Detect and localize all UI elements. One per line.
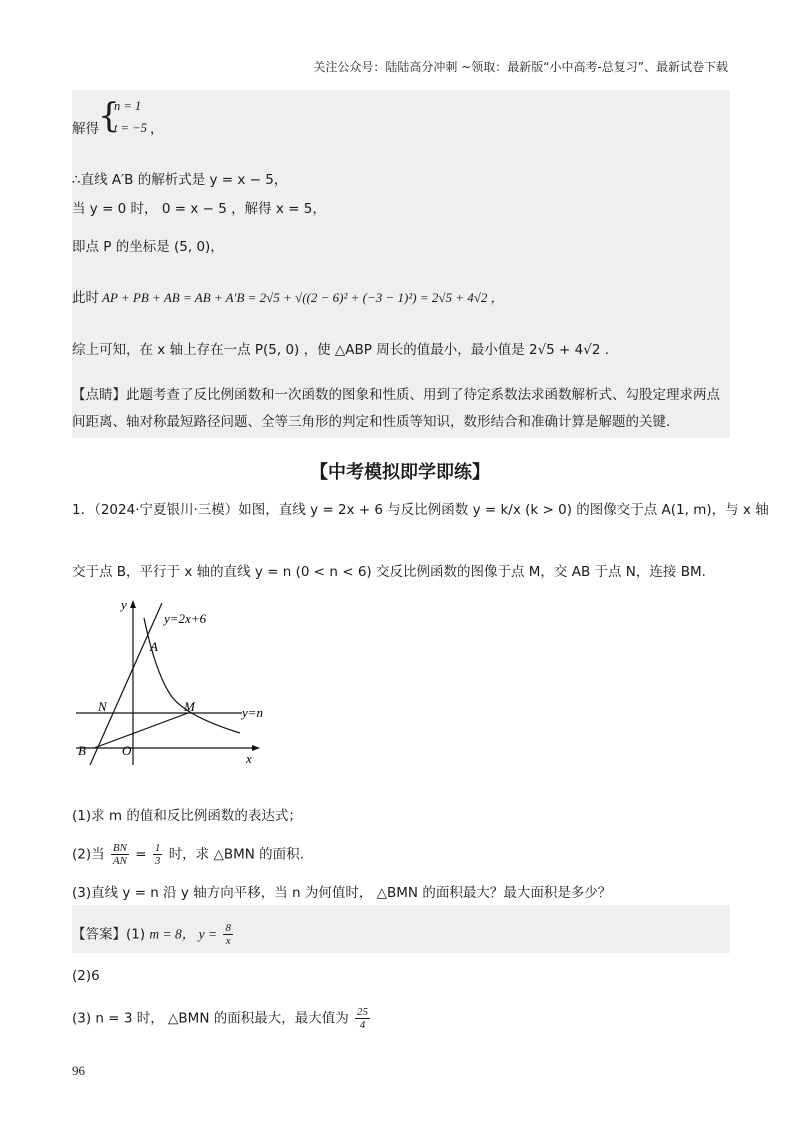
question-2 xyxy=(72,842,304,867)
answer-3-expression: n = 3 时， △BMN 的面积最大，最大值为 xyxy=(95,1010,349,1027)
ratio-denominator: AN xyxy=(112,855,127,867)
this-time-expression: AP + PB + AB = AB + A′B = 2√5 + √((2 − 6)² + (−3 − 1)²) = 2√5 + 4√2 ， xyxy=(102,290,504,305)
system-line-1: n = 1 xyxy=(114,99,142,113)
answer-1-denominator: x xyxy=(225,935,231,947)
answer-1-fraction xyxy=(223,922,233,947)
question-3: (3)直线 y = n 沿 y 轴方向平移，当 n 为何值时， △BMN 的面积最大？最大面积是多少？ xyxy=(72,885,612,901)
label-n: N xyxy=(98,699,107,714)
label-x: x xyxy=(246,751,252,766)
label-y-equals-n: y=n xyxy=(242,705,264,720)
page-number: 96 xyxy=(72,1063,85,1078)
answer-3-fraction xyxy=(355,1006,370,1031)
ratio-bn-an xyxy=(111,842,129,867)
label-y: y xyxy=(121,597,127,612)
answer-3-denominator: 4 xyxy=(359,1019,366,1031)
answer-1-expression: m = 8， y = xyxy=(149,926,218,942)
question-2-suffix: 时，求 △BMN 的面积. xyxy=(168,846,304,863)
line-ab-text: ∴直线 A′B 的解析式是 y = x − 5， xyxy=(72,172,288,188)
segment-bm xyxy=(94,713,188,748)
hyperbola-curve xyxy=(144,618,240,733)
when-y0-text: 当 y = 0 时， 0 = x − 5 ，解得 x = 5， xyxy=(72,201,326,217)
conclusion-text: 综上可知，在 x 轴上存在一点 P(5, 0) ，使 △ABP 周长的值最小，最小值是 2√5 + 4√2 . xyxy=(72,342,610,358)
ratio-numerator: BN xyxy=(112,842,127,854)
one-third-numerator: 1 xyxy=(154,842,161,854)
system-brace: { xyxy=(98,96,120,136)
page-header: 关注公众号：陆陆高分冲刺 ~领取：最新版“小中高考-总复习”、最新试卷下载 xyxy=(313,60,728,74)
label-line-equation: y=2x+6 xyxy=(164,611,207,626)
one-third-denominator: 3 xyxy=(154,855,161,867)
y-axis-arrow xyxy=(130,600,136,608)
answer-1-numerator: 8 xyxy=(225,922,231,934)
answer-1-prefix: 【答案】(1) xyxy=(72,926,146,943)
function-graph-figure xyxy=(70,593,270,773)
question-2-prefix: (2)当 xyxy=(72,846,105,863)
label-b: B xyxy=(78,743,86,758)
label-m: M xyxy=(184,699,195,714)
label-o: O xyxy=(122,743,132,758)
ratio-equals: = xyxy=(135,846,147,863)
answer-2: (2)6 xyxy=(72,968,100,984)
remark-text: 【点睛】此题考查了反比例函数和一次函数的图象和性质、用到了待定系数法求函数解析式、勾股定理求两点间距离、轴对称最短路径问题、全等三角形的判定和性质等知识，数形结合和准确计算是解题的关键. xyxy=(72,387,720,430)
this-time-label: 此时 xyxy=(72,290,99,306)
point-p-text: 即点 P 的坐标是 (5, 0)， xyxy=(72,239,224,255)
problem-line-1: 1．（2024·宁夏银川·三模）如图，直线 y = 2x + 6 与反比例函数 y = k/x (k > 0) 的图像交于点 A(1, m)，与 x 轴 xyxy=(72,502,769,518)
answer-3-numerator: 25 xyxy=(357,1006,369,1018)
system-line-2: t = −5 xyxy=(114,121,147,135)
answer-3-prefix: (3) xyxy=(72,1010,92,1027)
problem-line-2: 交于点 B，平行于 x 轴的直线 y = n (0 < n < 6) 交反比例函数的图像于点 M，交 AB 于点 N，连接 BM. xyxy=(72,564,706,580)
ratio-one-third xyxy=(153,842,163,867)
answer-3 xyxy=(72,1006,372,1031)
question-1: (1)求 m 的值和反比例函数的表达式； xyxy=(72,808,302,824)
solve-label: 解得 xyxy=(72,121,99,137)
section-title: 【中考模拟即学即练】 xyxy=(310,462,490,483)
line-2x-plus-6 xyxy=(90,603,162,765)
label-a: A xyxy=(150,639,158,654)
answer-1 xyxy=(72,922,235,947)
x-axis-arrow xyxy=(252,745,260,751)
system-comma: ， xyxy=(150,121,164,137)
